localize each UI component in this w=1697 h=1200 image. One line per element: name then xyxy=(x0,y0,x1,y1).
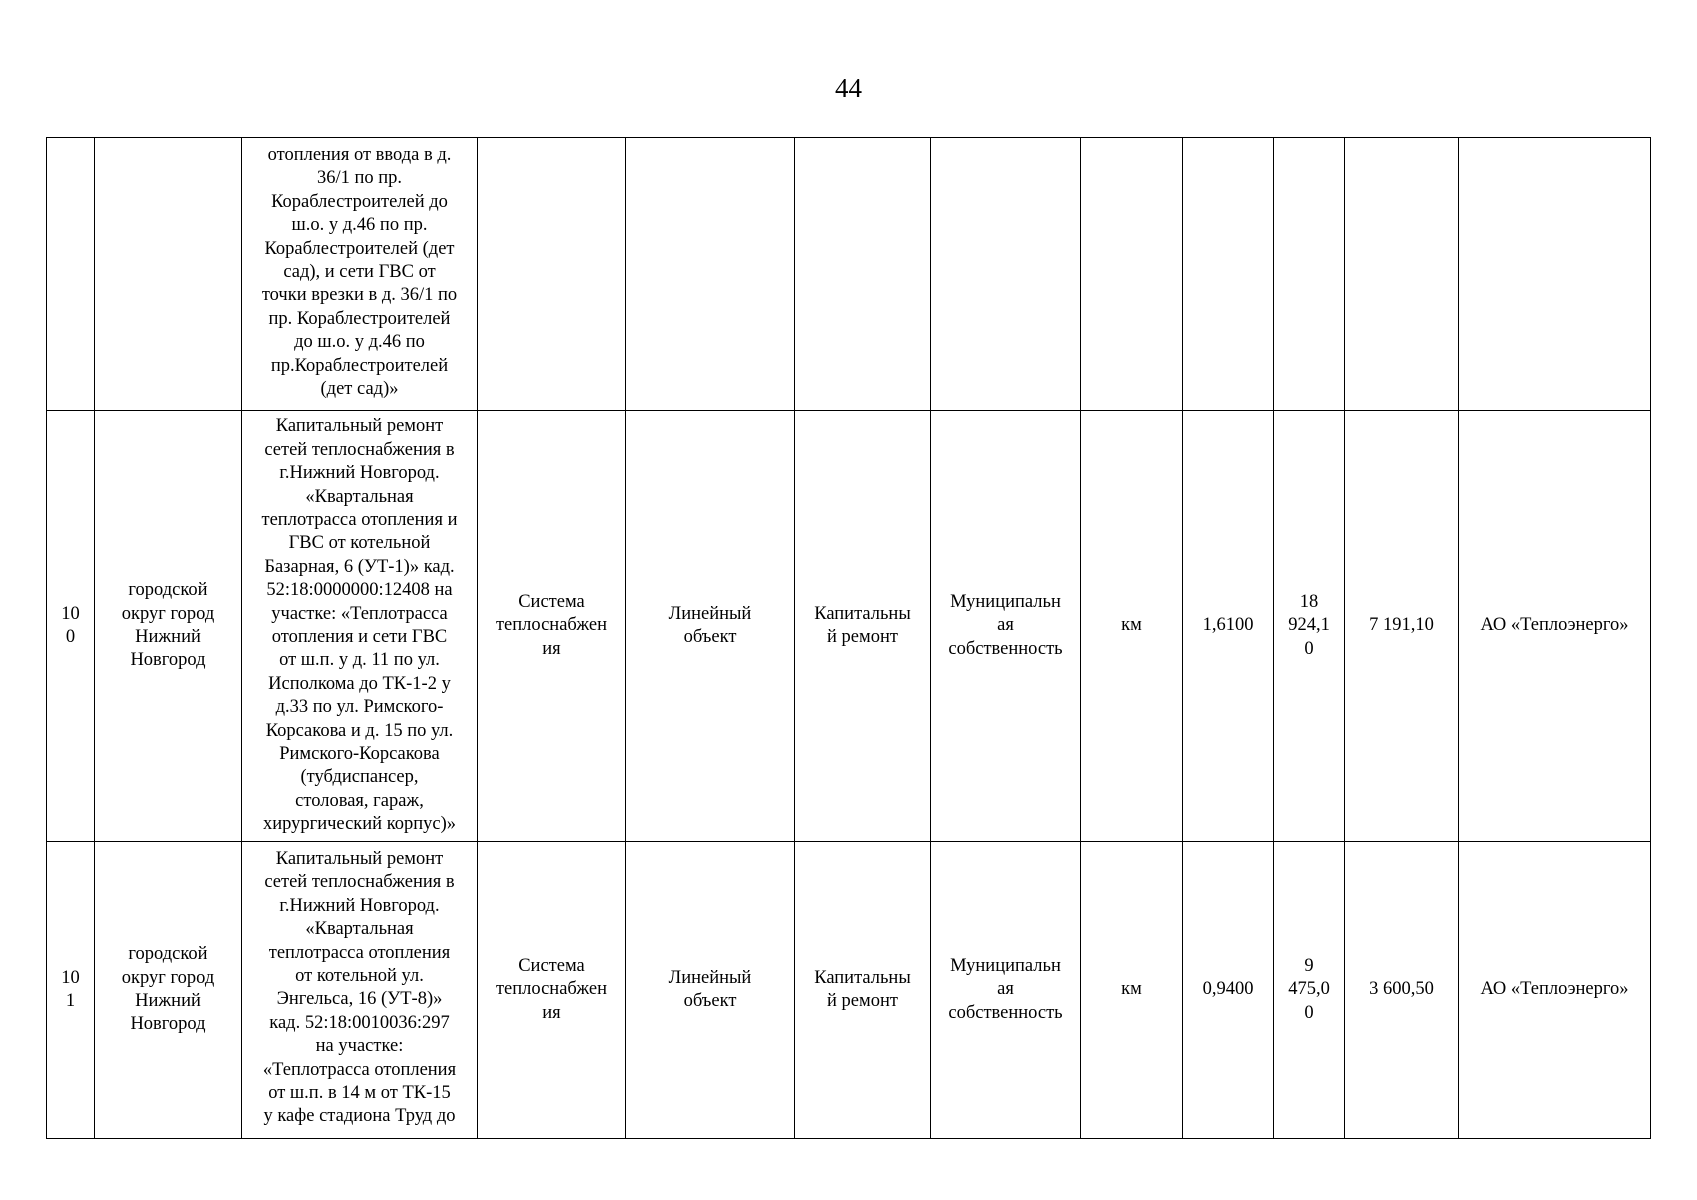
unit-cell: км xyxy=(1081,842,1183,1139)
cost-cell: 9 475,0 0 xyxy=(1274,842,1345,1139)
cost2-cell xyxy=(1345,138,1459,411)
cost-cell xyxy=(1274,138,1345,411)
work-type-cell xyxy=(795,138,931,411)
description-cell: отопления от ввода в д. 36/1 по пр. Кораблестроителей до ш.о. у д.46 по пр. Кораблестроителей (дет сад), и сети ГВС от точки врезки в д. 36/1 по пр. Кораблестроителей до ш.о. у д.46 по пр.Кораблестроителей (дет сад)» xyxy=(242,138,478,411)
length-cell xyxy=(1183,138,1274,411)
object-type-cell xyxy=(626,138,795,411)
description-cell: Капитальный ремонт сетей теплоснабжения в г.Нижний Новгород. «Квартальная теплотрасса отопления от котельной ул. Энгельса, 16 (УТ-8)» кад. 52:18:0010036:297 на участке: «Теплотрасса отопления от ш.п. в 14 м от ТК-15 у кафе стадиона Труд до xyxy=(242,842,478,1139)
organization-cell xyxy=(1459,138,1651,411)
ownership-cell xyxy=(931,138,1081,411)
cost2-cell: 3 600,50 xyxy=(1345,842,1459,1139)
row-number-cell xyxy=(47,138,95,411)
unit-cell: км xyxy=(1081,411,1183,842)
system-cell: Система теплоснабжен ия xyxy=(478,842,626,1139)
length-cell: 1,6100 xyxy=(1183,411,1274,842)
length-cell: 0,9400 xyxy=(1183,842,1274,1139)
page-number: 44 xyxy=(835,73,862,103)
territory-cell: городской округ город Нижний Новгород xyxy=(95,842,242,1139)
ownership-cell: Муниципальн ая собственность xyxy=(931,842,1081,1139)
cost2-cell: 7 191,10 xyxy=(1345,411,1459,842)
work-type-cell: Капитальны й ремонт xyxy=(795,411,931,842)
description-cell: Капитальный ремонт сетей теплоснабжения в г.Нижний Новгород. «Квартальная теплотрасса отопления и ГВС от котельной Базарная, 6 (УТ-1)» кад. 52:18:0000000:12408 на участке: «Теплотрасса отопления и сети ГВС от ш.п. у д. 11 по ул. Исполкома до ТК-1-2 у д.33 по ул. Римского- Корсакова и д. 15 по ул. Римского-Корсакова (тубдиспансер, столовая, гараж, хирургический корпус)» xyxy=(242,411,478,842)
system-cell: Система теплоснабжен ия xyxy=(478,411,626,842)
territory-cell: городской округ город Нижний Новгород xyxy=(95,411,242,842)
organization-cell: АО «Теплоэнерго» xyxy=(1459,411,1651,842)
object-type-cell: Линейный объект xyxy=(626,842,795,1139)
works-table xyxy=(46,137,1651,1139)
organization-cell: АО «Теплоэнерго» xyxy=(1459,842,1651,1139)
row-number-cell: 10 1 xyxy=(47,842,95,1139)
row-number-cell: 10 0 xyxy=(47,411,95,842)
unit-cell xyxy=(1081,138,1183,411)
ownership-cell: Муниципальн ая собственность xyxy=(931,411,1081,842)
object-type-cell: Линейный объект xyxy=(626,411,795,842)
table-row xyxy=(47,842,1651,1139)
territory-cell xyxy=(95,138,242,411)
work-type-cell: Капитальны й ремонт xyxy=(795,842,931,1139)
table-row xyxy=(47,138,1651,411)
cost-cell: 18 924,1 0 xyxy=(1274,411,1345,842)
system-cell xyxy=(478,138,626,411)
table-row xyxy=(47,411,1651,842)
